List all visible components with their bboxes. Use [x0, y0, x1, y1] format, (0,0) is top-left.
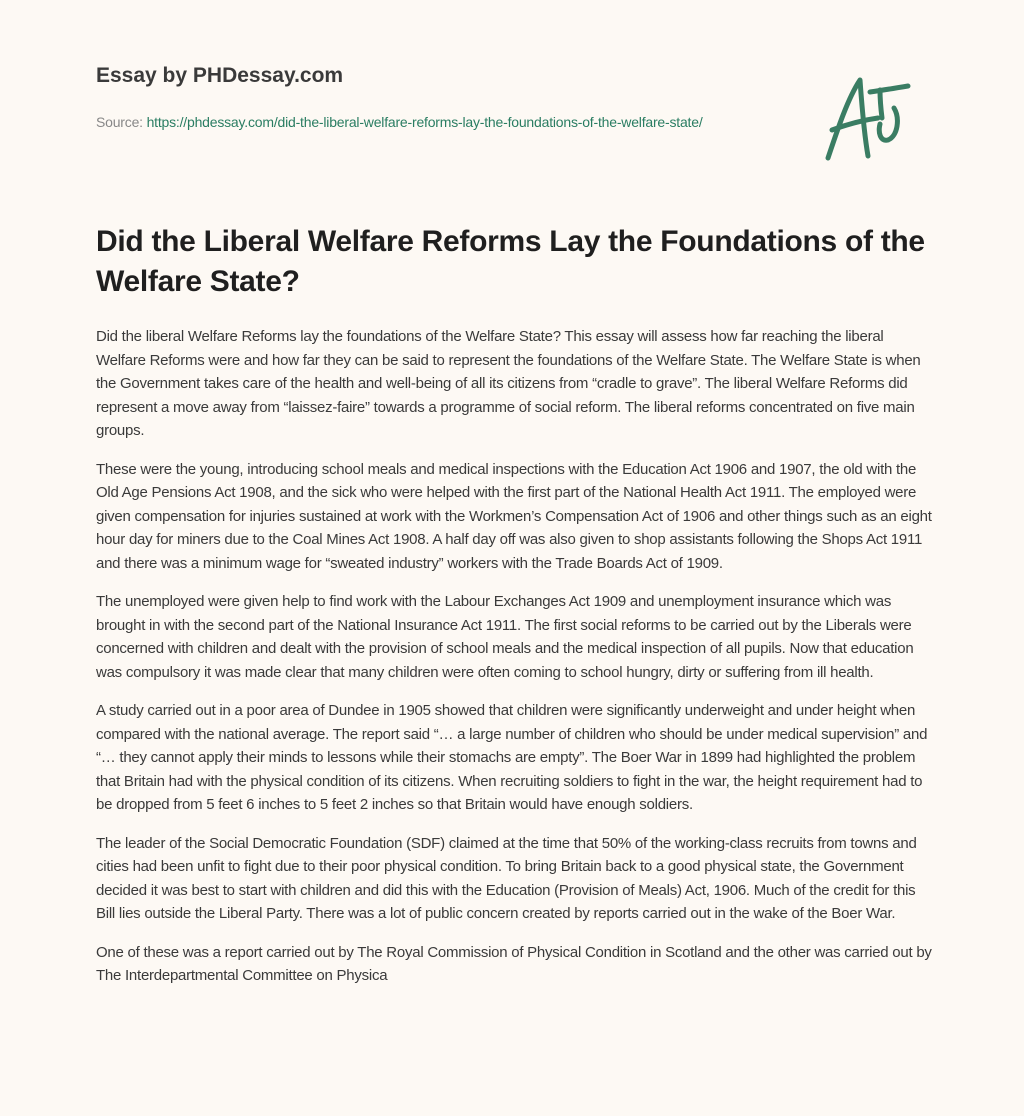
paragraph: A study carried out in a poor area of Dundee in 1905 showed that children were significantly underweight and under height when compared with the national average. The report said “… a large number of children who should be under medical supervision” and “… they cannot apply their minds to lessons while their stomachs are empty”. The Boer War in 1899 had highlighted the problem that Britain had with the physical condition of its citizens. When recruiting soldiers to fight in the war, the height requirement had to be dropped from 5 feet 6 inches to 5 feet 2 inches so that Britain would have enough soldiers. — [96, 702, 928, 813]
paragraph: The unemployed were given help to find work with the Labour Exchanges Act 1909 and unemployment insurance which was brought in with the second part of the National Insurance Act 1911. The first social reforms to be carried out by the Liberals were concerned with children and dealt with the provision of school meals and the medical inspection of all pupils. Now that education was compulsory it was made clear that many children were often coming to school hungry, dirty or suffering from ill health. — [96, 593, 914, 681]
paragraph: Did the liberal Welfare Reforms lay the foundations of the Welfare State? This essay will assess how far reaching the liberal Welfare Reforms were and how far they can be said to represent the foundations of the Welfare State. The Welfare State is when the Government takes care of the health and well-being of all its citizens from “cradle to grave”. The liberal Welfare Reforms did represent a move away from “laissez-faire” towards a programme of social reform. The liberal reforms concentrated on five main groups. — [96, 328, 921, 439]
source-line — [96, 111, 736, 133]
paragraph: One of these was a report carried out by The Royal Commission of Physical Condition in Scotland and the other was carried out by The Interdepartmental Committee on Physica — [96, 943, 932, 984]
source-label: Source: — [96, 114, 143, 130]
source-link[interactable]: https://phdessay.com/did-the-liberal-welfare-reforms-lay-the-foundations-of-the-welfare-state/ — [146, 114, 703, 130]
brand-title: Essay by PHDessay.com — [96, 64, 344, 87]
paragraph: These were the young, introducing school meals and medical inspections with the Education Act 1906 and 1907, the old with the Old Age Pensions Act 1908, and the sick who were helped with the first part of the National Health Act 1911. The employed were given compensation for injuries sustained at work with the Workmen’s Compensation Act of 1906 and other things such as an eight hour day for miners due to the Coal Mines Act 1908. A half day off was also given to shop assistants following the Shops Act 1911 and there was a minimum wage for “sweated industry” workers with the Trade Boards Act of 1909. — [96, 460, 932, 572]
paragraph: The leader of the Social Democratic Foundation (SDF) claimed at the time that 50% of the working-class recruits from towns and cities had been unfit to fight due to their poor physical condition. To bring Britain back to a good physical state, the Government decided it was best to start with children and did this with the Education (Provision of Meals) Act, 1906. Much of the credit for this Bill lies outside the Liberal Party. There was a lot of public concern created by reports carried out in the wake of the Boer War. — [96, 834, 917, 922]
article-title: Did the Liberal Welfare Reforms Lay the Foundations of the Welfare State? — [96, 225, 925, 298]
article-body — [96, 325, 934, 1003]
a-plus-logo-icon — [818, 68, 930, 168]
